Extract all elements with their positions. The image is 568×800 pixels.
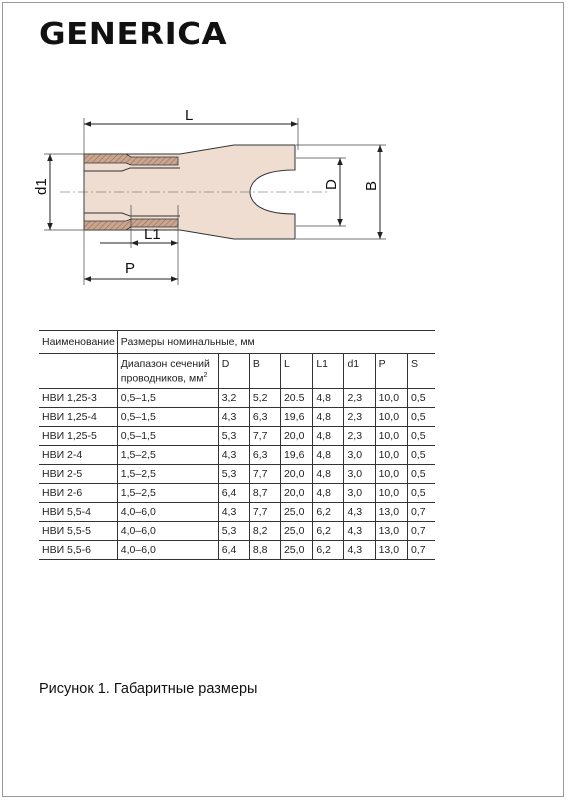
figure-caption: Рисунок 1. Габаритные размеры — [39, 681, 258, 697]
row-value-cell: 4,0–6,0 — [117, 541, 218, 560]
row-value-cell: 0,7 — [407, 503, 435, 522]
row-value-cell: 10,0 — [375, 465, 407, 484]
header-col-S: S — [407, 354, 435, 389]
row-value-cell: 25,0 — [280, 522, 312, 541]
dim-L-label: L — [185, 107, 194, 124]
row-value-cell: 5,3 — [218, 427, 249, 446]
row-value-cell: 5,3 — [218, 522, 249, 541]
row-value-cell: 4,3 — [344, 522, 375, 541]
row-value-cell: 2,3 — [344, 408, 375, 427]
row-value-cell: 4,0–6,0 — [117, 503, 218, 522]
table-row — [39, 389, 435, 408]
row-value-cell: 2,3 — [344, 427, 375, 446]
row-value-cell: 4,8 — [313, 446, 344, 465]
row-value-cell: 8,7 — [249, 484, 280, 503]
row-name-cell: НВИ 2-4 — [39, 446, 117, 465]
row-value-cell: 4,3 — [344, 503, 375, 522]
row-value-cell: 7,7 — [249, 427, 280, 446]
table-row — [39, 408, 435, 427]
row-value-cell: 4,0–6,0 — [117, 522, 218, 541]
table-row — [39, 446, 435, 465]
row-value-cell: 0,7 — [407, 522, 435, 541]
row-value-cell: 0,5 — [407, 465, 435, 484]
row-value-cell: 2,3 — [344, 389, 375, 408]
row-value-cell: 8,2 — [249, 522, 280, 541]
row-name-cell: НВИ 2-5 — [39, 465, 117, 484]
row-value-cell: 3,0 — [344, 484, 375, 503]
row-value-cell: 4,3 — [218, 446, 249, 465]
row-name-cell: НВИ 1,25-3 — [39, 389, 117, 408]
row-value-cell: 3,2 — [218, 389, 249, 408]
row-value-cell: 19,6 — [280, 408, 312, 427]
row-value-cell: 4,8 — [313, 389, 344, 408]
table-row — [39, 522, 435, 541]
row-value-cell: 6,2 — [313, 541, 344, 560]
row-value-cell: 0,5–1,5 — [117, 389, 218, 408]
row-value-cell: 13,0 — [375, 522, 407, 541]
table-row — [39, 503, 435, 522]
row-value-cell: 0,7 — [407, 541, 435, 560]
terminal-body — [60, 145, 330, 239]
table-body — [39, 389, 435, 560]
dim-L1-label: L1 — [144, 226, 161, 243]
row-value-cell: 6,2 — [313, 503, 344, 522]
table-subheader-row — [39, 354, 435, 389]
row-value-cell: 13,0 — [375, 503, 407, 522]
table-row — [39, 541, 435, 560]
row-value-cell: 10,0 — [375, 484, 407, 503]
row-value-cell: 6,4 — [218, 541, 249, 560]
header-col-P: P — [375, 354, 407, 389]
row-value-cell: 5,3 — [218, 465, 249, 484]
dim-D-label: D — [323, 179, 340, 190]
header-col-B: B — [249, 354, 280, 389]
header-dims: Размеры номинальные, мм — [117, 331, 435, 354]
table-row — [39, 484, 435, 503]
row-value-cell: 10,0 — [375, 427, 407, 446]
row-value-cell: 20,0 — [280, 484, 312, 503]
row-value-cell: 25,0 — [280, 503, 312, 522]
fork-terminal-drawing — [0, 0, 568, 320]
row-name-cell: НВИ 1,25-4 — [39, 408, 117, 427]
row-value-cell: 25,0 — [280, 541, 312, 560]
row-name-cell: НВИ 5,5-4 — [39, 503, 117, 522]
table-row — [39, 427, 435, 446]
row-name-cell: НВИ 2-6 — [39, 484, 117, 503]
header-col-L1: L1 — [313, 354, 344, 389]
row-value-cell: 20.5 — [280, 389, 312, 408]
row-value-cell: 3,0 — [344, 446, 375, 465]
table-row — [39, 465, 435, 484]
dim-B-label: B — [363, 180, 380, 191]
row-value-cell: 6,4 — [218, 484, 249, 503]
row-value-cell: 4,3 — [344, 541, 375, 560]
row-value-cell: 0,5 — [407, 446, 435, 465]
row-value-cell: 19,6 — [280, 446, 312, 465]
row-value-cell: 0,5–1,5 — [117, 427, 218, 446]
row-value-cell: 1,5–2,5 — [117, 465, 218, 484]
row-value-cell: 4,8 — [313, 408, 344, 427]
row-value-cell: 20,0 — [280, 427, 312, 446]
row-value-cell: 5,2 — [249, 389, 280, 408]
row-value-cell: 4,8 — [313, 465, 344, 484]
header-col-d1: d1 — [344, 354, 375, 389]
row-value-cell: 4,8 — [313, 484, 344, 503]
row-value-cell: 8,8 — [249, 541, 280, 560]
dim-P-label: P — [125, 260, 136, 277]
header-col-L: L — [280, 354, 312, 389]
row-value-cell: 4,8 — [313, 427, 344, 446]
row-value-cell: 10,0 — [375, 446, 407, 465]
row-value-cell: 0,5 — [407, 389, 435, 408]
row-value-cell: 6,3 — [249, 408, 280, 427]
row-value-cell: 20,0 — [280, 465, 312, 484]
row-name-cell: НВИ 1,25-5 — [39, 427, 117, 446]
row-value-cell: 7,7 — [249, 503, 280, 522]
row-name-cell: НВИ 5,5-6 — [39, 541, 117, 560]
row-value-cell: 4,3 — [218, 408, 249, 427]
dim-d1-label: d1 — [33, 178, 50, 195]
row-value-cell: 6,3 — [249, 446, 280, 465]
row-value-cell: 13,0 — [375, 541, 407, 560]
row-value-cell: 0,5 — [407, 484, 435, 503]
row-value-cell: 4,3 — [218, 503, 249, 522]
row-name-cell: НВИ 5,5-5 — [39, 522, 117, 541]
row-value-cell: 10,0 — [375, 408, 407, 427]
row-value-cell: 3,0 — [344, 465, 375, 484]
row-value-cell: 0,5–1,5 — [117, 408, 218, 427]
header-col-D: D — [218, 354, 249, 389]
dimensions-table — [39, 330, 435, 560]
row-value-cell: 10,0 — [375, 389, 407, 408]
row-value-cell: 1,5–2,5 — [117, 446, 218, 465]
row-value-cell: 0,5 — [407, 408, 435, 427]
brand-logo: GENERICA — [39, 17, 228, 52]
row-value-cell: 7,7 — [249, 465, 280, 484]
table-header-row — [39, 331, 435, 354]
header-name: Наименование — [39, 331, 117, 354]
header-range: Диапазон сечений проводников, $мм^2$ — [117, 354, 218, 389]
row-value-cell: 1,5–2,5 — [117, 484, 218, 503]
row-value-cell: 0,5 — [407, 427, 435, 446]
row-value-cell: 6,2 — [313, 522, 344, 541]
